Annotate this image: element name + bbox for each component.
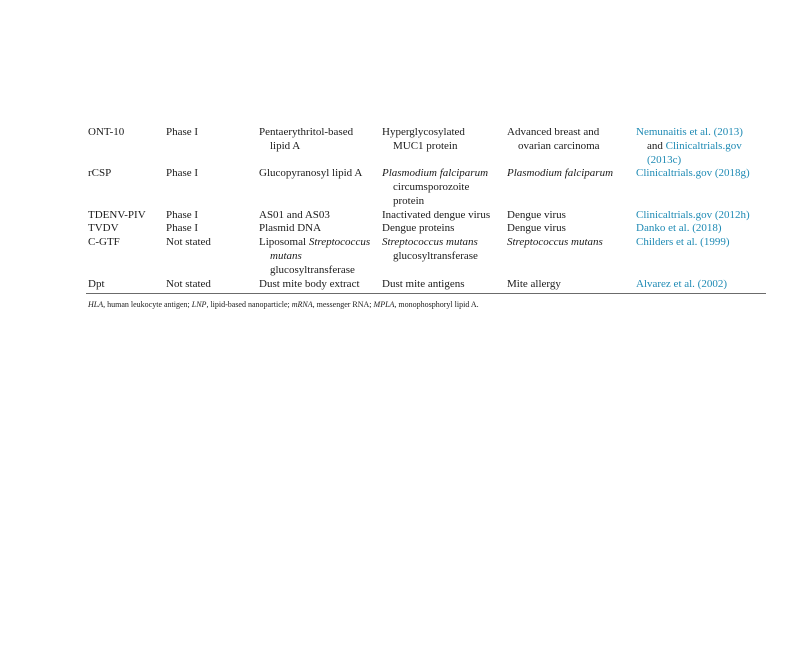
table-footnote: HLA, human leukocyte antigen; LNP, lipid-based nanoparticle; mRNA, messenger RNA; MPLA, monophosphoryl lipid A. <box>88 300 479 309</box>
reference-link[interactable]: Danko et al. (2018) <box>636 222 722 234</box>
disease-cell: Advanced breast and ovarian carcinoma <box>507 126 600 152</box>
adjuvant-cell: AS01 and AS03 <box>259 209 330 221</box>
adjuvant-cell: Dust mite body extract <box>259 278 360 290</box>
adjuvant-cell: Liposomal Streptococcus mutans glucosyltransferase <box>259 236 371 276</box>
agent-cell: ONT-10 <box>88 126 125 138</box>
reference-link-continued[interactable]: (2013c) <box>647 154 682 166</box>
phase-cell: Not stated <box>166 236 211 248</box>
disease-cell: Streptococcus mutans <box>507 236 603 248</box>
agent-cell: TVDV <box>88 222 119 234</box>
adjuvant-cell: Pentaerythritol-based lipid A <box>259 126 354 152</box>
adjuvant-cell: Glucopyranosyl lipid A <box>259 167 363 179</box>
phase-cell: Phase I <box>166 126 199 138</box>
reference-link[interactable]: Clinicaltrials.gov (2018g) <box>636 167 750 179</box>
agent-cell: C-GTF <box>88 236 120 248</box>
reference-cell <box>636 166 761 180</box>
reference-link[interactable]: Clinicaltrials.gov <box>665 140 742 152</box>
antigen-cell: Inactivated dengue virus <box>382 209 491 221</box>
table-bottom-rule <box>86 293 766 294</box>
reference-link[interactable]: Childers et al. (1999) <box>636 236 730 248</box>
agent-cell: rCSP <box>88 167 112 179</box>
disease-cell: Dengue virus <box>507 209 566 221</box>
antigen-cell: Streptococcus mutans glucosyltransferase <box>382 236 478 262</box>
reference-cell: Nemunaitis et al. (2013) and Clinicaltrials.gov (2013c) <box>636 125 761 167</box>
phase-cell: Phase I <box>166 209 199 221</box>
antigen-cell: Dust mite antigens <box>382 278 465 290</box>
adjuvant-cell: Plasmid DNA <box>259 222 322 234</box>
reference-link[interactable]: Alvarez et al. (2002) <box>636 278 728 290</box>
phase-cell: Phase I <box>166 222 199 234</box>
antigen-cell: Hyperglycosylated MUC1 protein <box>382 126 465 152</box>
antigen-cell: Dengue proteins <box>382 222 455 234</box>
disease-cell: Plasmodium falciparum <box>507 167 614 179</box>
phase-cell: Not stated <box>166 278 211 290</box>
reference-link[interactable]: Clinicaltrials.gov (2012h) <box>636 209 750 221</box>
antigen-cell: Plasmodium falciparum circumsporozoite protein <box>382 167 489 207</box>
disease-cell: Dengue virus <box>507 222 566 234</box>
reference-link[interactable]: Nemunaitis et al. (2013) <box>636 126 743 138</box>
phase-cell: Phase I <box>166 167 199 179</box>
agent-cell: TDENV-PIV <box>88 209 146 221</box>
disease-cell: Mite allergy <box>507 278 561 290</box>
agent-cell: Dpt <box>88 278 105 290</box>
